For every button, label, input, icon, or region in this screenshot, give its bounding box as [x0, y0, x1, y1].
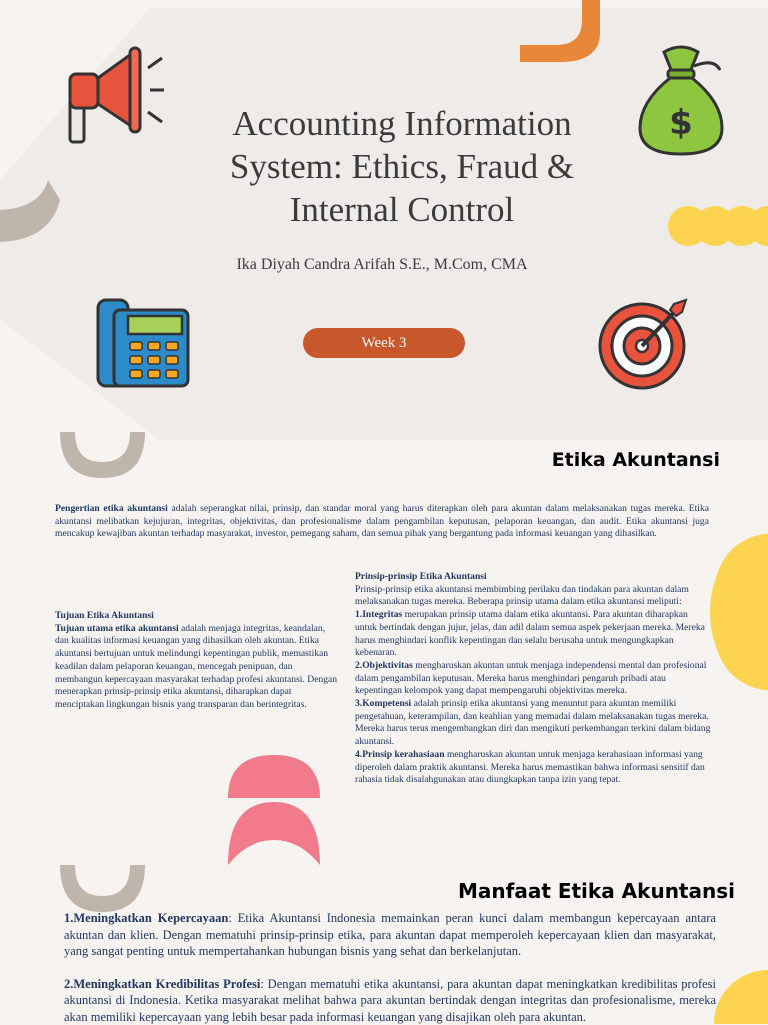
prinsip-heading: Prinsip-prinsip Etika Akuntansi	[355, 571, 487, 582]
week-badge: Week 3	[303, 328, 465, 358]
principle-term: 4.Prinsip kerahasiaan	[355, 749, 445, 760]
principle-text: mengharuskan akuntan untuk menjaga independensi mental dan profesional dalam pengambilan keputusan. Mereka harus menghindari pengaruh pribadi atau kepentingan kelompok yang dapat mempengaruhi objektivitas mereka.	[355, 660, 706, 696]
taupe-arc-3-decor	[60, 865, 145, 912]
prinsip-block	[355, 571, 711, 787]
author-name: Ika Diyah Candra Arifah S.E., M.Com, CMA	[160, 256, 604, 274]
svg-text:$: $	[669, 103, 693, 143]
manfaat-item	[64, 910, 716, 960]
principle-item	[355, 749, 711, 787]
manfaat-text: : Etika Akuntansi Indonesia memainkan peran kunci dalam membangun kepercayaan antara akuntan dan klien. Dengan mematuhi prinsip-prinsip etika, para akuntan dapat memperoleh kepercayaan klien dan masyarakat, yang sangat penting untuk mempertahankan hubungan bisnis yang sehat dan berkelanjutan.	[64, 911, 716, 958]
pengertian-paragraph	[55, 503, 709, 541]
principle-term: 2.Objektivitas	[355, 660, 413, 671]
yellow-circle-bottom-decor	[714, 970, 768, 1024]
telephone-icon	[96, 296, 192, 390]
principle-item	[355, 609, 711, 660]
principle-item	[355, 698, 711, 749]
prinsip-intro: Prinsip-prinsip etika akuntansi membimbing perilaku dan tindakan para akuntan dalam melaksanakan tugas mereka. Beberapa prinsip utama dalam etika akuntansi meliputi:	[355, 584, 711, 609]
yellow-dots-decor	[668, 206, 768, 246]
tujuan-heading: Tujuan Etika Akuntansi	[55, 610, 154, 621]
manfaat-item	[64, 976, 716, 1025]
manfaat-term: 2.Meningkatkan Kredibilitas Profesi	[64, 977, 260, 991]
principle-term: 3.Kompetensi	[355, 698, 411, 709]
manfaat-term: 1.Meningkatkan Kepercayaan	[64, 911, 228, 925]
principle-item	[355, 660, 711, 698]
etika-heading: Etika Akuntansi	[520, 449, 720, 471]
principle-term: 1.Integritas	[355, 609, 402, 620]
pengertian-text: adalah seperangkat nilai, prinsip, dan standar moral yang harus diterapkan oleh para akuntan dalam melaksanakan tugas mereka. Etika akuntansi melibatkan kejujuran, integritas, objektivitas, dan profesionalisme dalam pengambilan keputusan, pelaporan keuangan, dan audit. Etika akuntansi juga mencakup kewajiban akuntan terhadap masyarakat, investor, pemegang saham, dan semua pihak yang bergantung pada informasi keuangan yang dihasilkan.	[55, 503, 709, 539]
money-bag-icon	[634, 42, 728, 158]
megaphone-icon	[62, 42, 166, 148]
pengertian-term: Pengertian etika akuntansi	[55, 503, 168, 514]
target-icon	[598, 298, 690, 390]
manfaat-list	[64, 910, 716, 1025]
tujuan-block	[55, 610, 340, 712]
taupe-arc-2-decor	[60, 432, 145, 478]
tujuan-text: adalah menjaga integritas, keandalan, dan kualitas informasi keuangan yang dihasilkan oleh akuntan. Etika akuntansi bertujuan untuk melindungi kepentingan publik, memastikan keadilan dalam pelaporan keuangan, mencegah penipuan, dan membangun kepercayaan masyarakat terhadap profesi akuntansi. Dengan menerapkan prinsip-prinsip etika akuntansi, diharapkan dapat menciptakan lingkungan bisnis yang transparan dan berintegritas.	[55, 623, 337, 710]
orange-arc-decor	[518, 0, 560, 8]
principle-text: mengharuskan akuntan untuk menjaga kerahasiaan informasi yang diperoleh dalam praktik akuntansi. Mereka harus memastikan bahwa informasi sensitif dan rahasia tidak disalahgunakan atau diungkapkan tanpa izin yang tepat.	[355, 749, 705, 785]
pink-lower-shape-decor	[228, 802, 320, 865]
pink-half-circle-decor	[228, 755, 320, 798]
manfaat-heading: Manfaat Etika Akuntansi	[440, 879, 735, 903]
page-title: Accounting Information System: Ethics, Fraud & Internal Control	[200, 102, 604, 231]
principle-text: adalah prinsip etika akuntansi yang menuntut para akuntan memiliki pengetahuan, keterampilan, dan keahlian yang memadai dalam melaksanakan tugas mereka. Mereka harus terus mengembangkan diri dan mengikuti perkembangan terkini dalam bidang akuntansi.	[355, 698, 710, 747]
principle-text: merupakan prinsip utama dalam etika akuntansi. Para akuntan diharapkan untuk bertindak dengan jujur, jelas, dan adil dalam semua aspek pekerjaan mereka. Mereka harus menghindari konflik kepentingan dan selalu berusaha untuk mengungkapkan kebenaran.	[355, 609, 705, 658]
manfaat-text: : Dengan mematuhi etika akuntansi, para akuntan dapat meningkatkan kredibilitas profesi akuntansi di Indonesia. Ketika masyarakat melihat bahwa para akuntan bertindak dengan integritas dan profesionalisme, mereka akan memiliki kepercayaan yang lebih besar pada informasi keuangan yang disajikan oleh para akuntan.	[64, 977, 716, 1024]
tujuan-term: Tujuan utama etika akuntansi	[55, 623, 179, 634]
